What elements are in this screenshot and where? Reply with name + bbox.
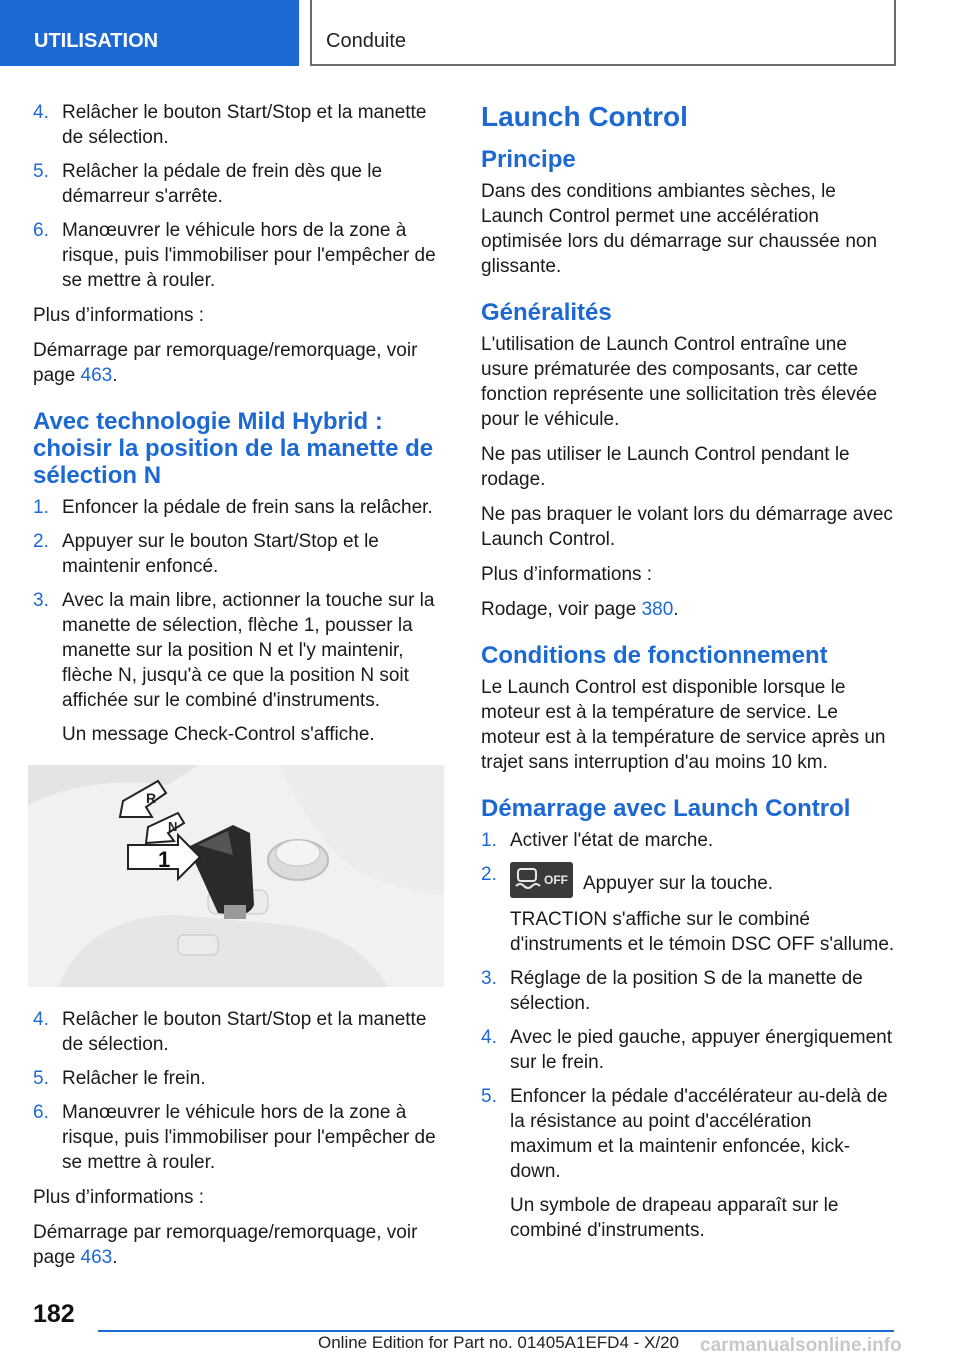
- page-link[interactable]: 463: [80, 365, 113, 386]
- launch-steps-list: [481, 828, 895, 1243]
- list-item: 6. Manœuvrer le véhicule hors de la zone à risque, puis l'immobiliser pour l'empêcher de se mettre à rouler.: [33, 1102, 436, 1173]
- flag-symbol-note: Un symbole de drapeau apparaît sur le combiné d'instruments.: [510, 1195, 839, 1241]
- reference-towing: Démarrage par remorquage/remorquage, voir page 463.: [33, 340, 418, 386]
- steps-list-3: [33, 1007, 445, 1175]
- paragraph: Le Launch Control est disponible lorsque le moteur est à la température de service. Le moteur est à la température de service après un trajet sans interruption d'au moins 10 km.: [481, 677, 886, 773]
- more-info-label: Plus d’informations :: [481, 564, 653, 585]
- edition-text: Online Edition for Part no. 01405A1EFD4 - X/20: [318, 1333, 679, 1352]
- gear-lever-drawing: [28, 765, 444, 987]
- more-info-label: Plus d’informations :: [33, 305, 205, 326]
- steps-list-1: [33, 100, 445, 293]
- dsc-off-icon: [510, 862, 573, 898]
- traction-note: TRACTION s'affiche sur le combiné d'instruments et le témoin DSC OFF s'allume.: [510, 909, 895, 955]
- list-item: 6. Manœuvrer le véhicule hors de la zone à risque, puis l'immobiliser pour l'empêcher de se mettre à rouler.: [33, 220, 436, 291]
- heading-generalites: Généralités: [481, 299, 612, 326]
- page-link[interactable]: 463: [80, 1247, 113, 1268]
- page-title: Launch Control: [481, 101, 688, 132]
- label-1: 1: [158, 847, 171, 872]
- list-item: 4. Relâcher le bouton Start/Stop et la manette de sélection.: [33, 102, 427, 148]
- list-item: 5. Relâcher la pédale de frein dès que le démarreur s'arrête.: [33, 161, 383, 207]
- list-item: 2. Appuyer sur le bouton Start/Stop et le maintenir enfoncé.: [33, 531, 379, 577]
- reference-rodage: Rodage, voir page 380.: [481, 599, 679, 620]
- list-item: 3. Réglage de la position S de la manette de sélection.: [481, 968, 863, 1014]
- page-link[interactable]: 380: [641, 599, 674, 620]
- label-n: N: [168, 819, 178, 834]
- paragraph: Dans des conditions ambiantes sèches, le Launch Control permet une accélération optimisée lors du démarrage sur chaussée non glissante.: [481, 181, 878, 277]
- heading-principe: Principe: [481, 146, 576, 173]
- list-item: 4. Avec le pied gauche, appuyer énergiquement sur le frein.: [481, 1027, 893, 1073]
- heading-mild-hybrid: Avec technologie Mild Hybrid : choisir la position de la manette de sélection N: [33, 408, 434, 489]
- more-info-label: Plus d’informations :: [33, 1187, 205, 1208]
- list-item: 5. Enfoncer la pédale d'accélérateur au-delà de la résistance au point d'accélération maximum et la maintenir enfoncée, kick-down. Un symbole de drapeau apparaît sur le combiné d'instruments.: [481, 1084, 895, 1243]
- list-item: 1. Activer l'état de marche.: [481, 830, 714, 851]
- page-number: 182: [33, 1300, 75, 1328]
- list-item: 3. Avec la main libre, actionner la touche sur la manette de sélection, flèche 1, pousser la manette sur la position N et l'y maintenir, flèche N, jusqu'à ce que la position N soit affichée sur le combiné d'instruments. Un message Check-Control s'affiche.: [33, 588, 445, 747]
- paragraph: L'utilisation de Launch Control entraîne une usure prématurée des composants, car cette fonction représente une sollicitation très élevée pour le véhicule.: [481, 334, 878, 430]
- gear-selector-illustration: [28, 765, 444, 987]
- heading-conditions: Conditions de fonctionnement: [481, 642, 828, 669]
- left-column: [33, 100, 445, 1280]
- reference-towing: Démarrage par remorquage/remorquage, voir page 463.: [33, 1222, 418, 1268]
- check-control-note: Un message Check-Control s'affiche.: [62, 724, 375, 745]
- label-r: R: [146, 790, 157, 806]
- paragraph: Ne pas braquer le volant lors du démarrage avec Launch Control.: [481, 504, 893, 550]
- steps-list-2: [33, 495, 445, 747]
- list-item: 5. Relâcher le frein.: [33, 1068, 206, 1089]
- svg-text:OFF: OFF: [544, 873, 568, 887]
- list-item: 4. Relâcher le bouton Start/Stop et la manette de sélection.: [33, 1009, 427, 1055]
- heading-demarrage: Démarrage avec Launch Control: [481, 795, 851, 822]
- watermark: carmanualsonline.info: [700, 1335, 902, 1356]
- list-item: 1. Enfoncer la pédale de frein sans la relâcher.: [33, 497, 433, 518]
- paragraph: Ne pas utiliser le Launch Control pendant le rodage.: [481, 444, 850, 490]
- chapter-tab: Conduite: [310, 0, 896, 66]
- section-tab: UTILISATION: [0, 0, 299, 66]
- list-item: 2. OFF Appuyer sur la touche. TRACTION s'affiche sur le combiné d'instruments et le témoin DSC OFF s'allume.: [481, 864, 895, 955]
- right-column: [481, 100, 895, 1253]
